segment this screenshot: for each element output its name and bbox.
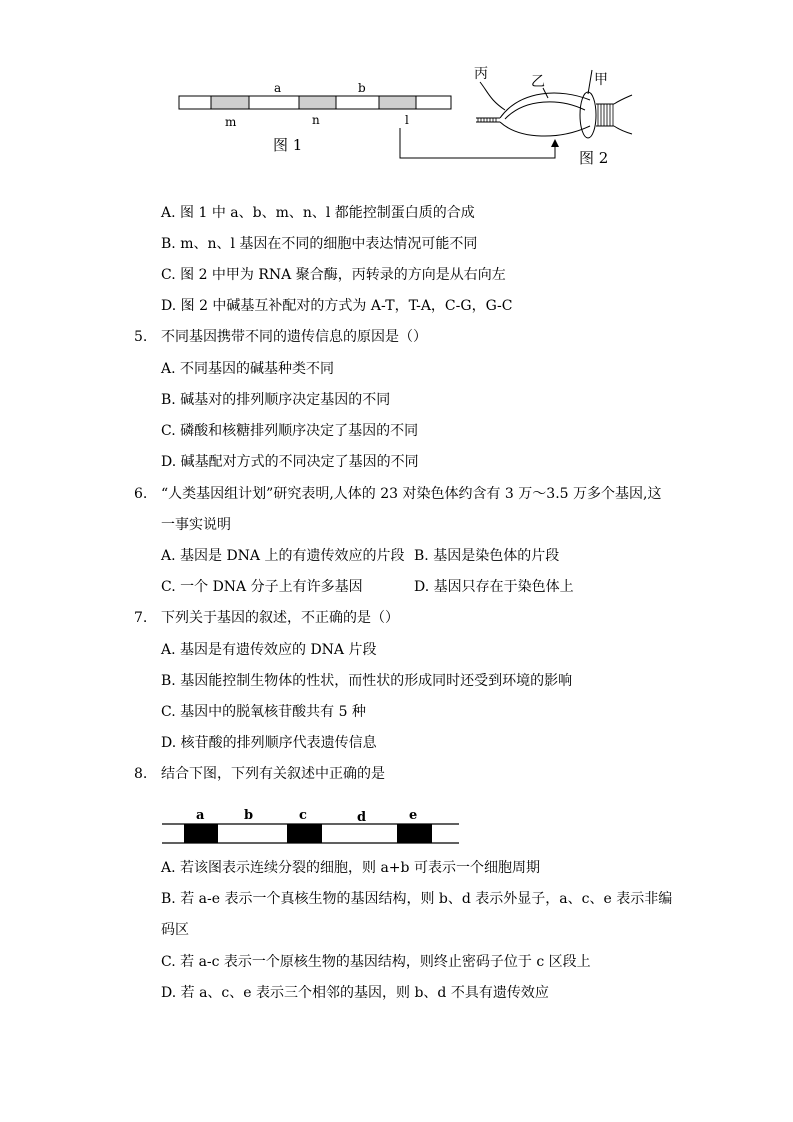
q8-label-d: d [357,810,367,825]
figure-2-label-yi: 乙 [531,74,545,90]
q8-option-b-cont: 码区 [161,922,189,938]
q6-stem-line2: 一事实说明 [161,517,231,533]
figure-1-dna-bar [179,96,451,109]
q8-option-c: C. 若 a-c 表示一个原核生物的基因结构，则终止密码子位于 c 区段上 [161,954,591,970]
q8-number: 8. [134,766,148,782]
q5-stem: 不同基因携带不同的遗传信息的原因是（） [161,329,427,345]
q7-option-b: B. 基因能控制生物体的性状，而性状的形成同时还受到环境的影响 [161,673,573,689]
figure-1-label-n: n [312,113,320,127]
q6-option-c: C. 一个 DNA 分子上有许多基因 [161,579,363,595]
q8-segment-e [397,824,432,843]
q8-option-d: D. 若 a、c、e 表示三个相邻的基因，则 b、d 不具有遗传效应 [161,985,549,1001]
q8-stem: 结合下图，下列有关叙述中正确的是 [161,766,385,782]
q7-option-a: A. 基因是有遗传效应的 DNA 片段 [161,642,377,658]
q8-label-e: e [409,808,418,823]
q6-option-a: A. 基因是 DNA 上的有遗传效应的片段 [161,548,405,564]
q8-segment-a [184,824,218,843]
q4-option-c: C. 图 2 中甲为 RNA 聚合酶，丙转录的方向是从右向左 [161,267,506,283]
figure-1-label-m: m [225,115,237,129]
q8-label-c: c [299,808,307,823]
q5-option-d: D. 碱基配对方式的不同决定了基因的不同 [161,454,419,470]
arrow-head [551,139,559,147]
figure-1-label-b: b [358,81,366,95]
q8-label-b: b [244,808,254,823]
q4-option-b: B. m、n、l 基因在不同的细胞中表达情况可能不同 [161,236,478,252]
q6-stem-line1: “人类基因组计划”研究表明,人体的 23 对染色体约含有 3 万～3.5 万多个基因,这 [161,486,662,502]
figure-2-caption: 图 2 [579,149,609,167]
q8-gene-figure [0,800,793,850]
q6-option-b: B. 基因是染色体的片段 [414,548,560,564]
figure-1-label-a: a [274,81,282,95]
q7-stem: 下列关于基因的叙述，不正确的是（） [161,610,399,626]
q4-option-a: A. 图 1 中 a、b、m、n、l 都能控制蛋白质的合成 [161,205,475,221]
figure-2-label-jia: 甲 [594,72,608,88]
connector-arrow [400,128,555,158]
q6-option-d: D. 基因只存在于染色体上 [414,579,574,595]
figure-2-label-bing: 丙 [474,66,488,82]
q5-number: 5. [134,329,148,345]
q5-option-c: C. 磷酸和核糖排列顺序决定了基因的不同 [161,423,419,439]
q7-number: 7. [134,610,148,626]
q5-option-b: B. 碱基对的排列顺序决定基因的不同 [161,392,391,408]
q8-segment-c [287,824,322,843]
figure-2-transcription [476,70,632,138]
q8-label-a: a [196,808,205,823]
q5-option-a: A. 不同基因的碱基种类不同 [161,361,335,377]
q7-option-c: C. 基因中的脱氧核苷酸共有 5 种 [161,704,366,720]
figure-1-caption: 图 1 [273,136,303,154]
q7-option-d: D. 核苷酸的排列顺序代表遗传信息 [161,735,377,751]
q4-option-d: D. 图 2 中碱基互补配对的方式为 A-T，T-A，C-G，G-C [161,298,513,314]
figure-1-label-l: l [405,113,409,127]
figure-1-and-2 [0,0,793,180]
q6-number: 6. [134,486,148,502]
q8-option-b: B. 若 a-e 表示一个真核生物的基因结构，则 b、d 表示外显子，a、c、e 表示非编 [161,891,673,907]
q8-option-a: A. 若该图表示连续分裂的细胞，则 a+b 可表示一个细胞周期 [161,860,540,876]
